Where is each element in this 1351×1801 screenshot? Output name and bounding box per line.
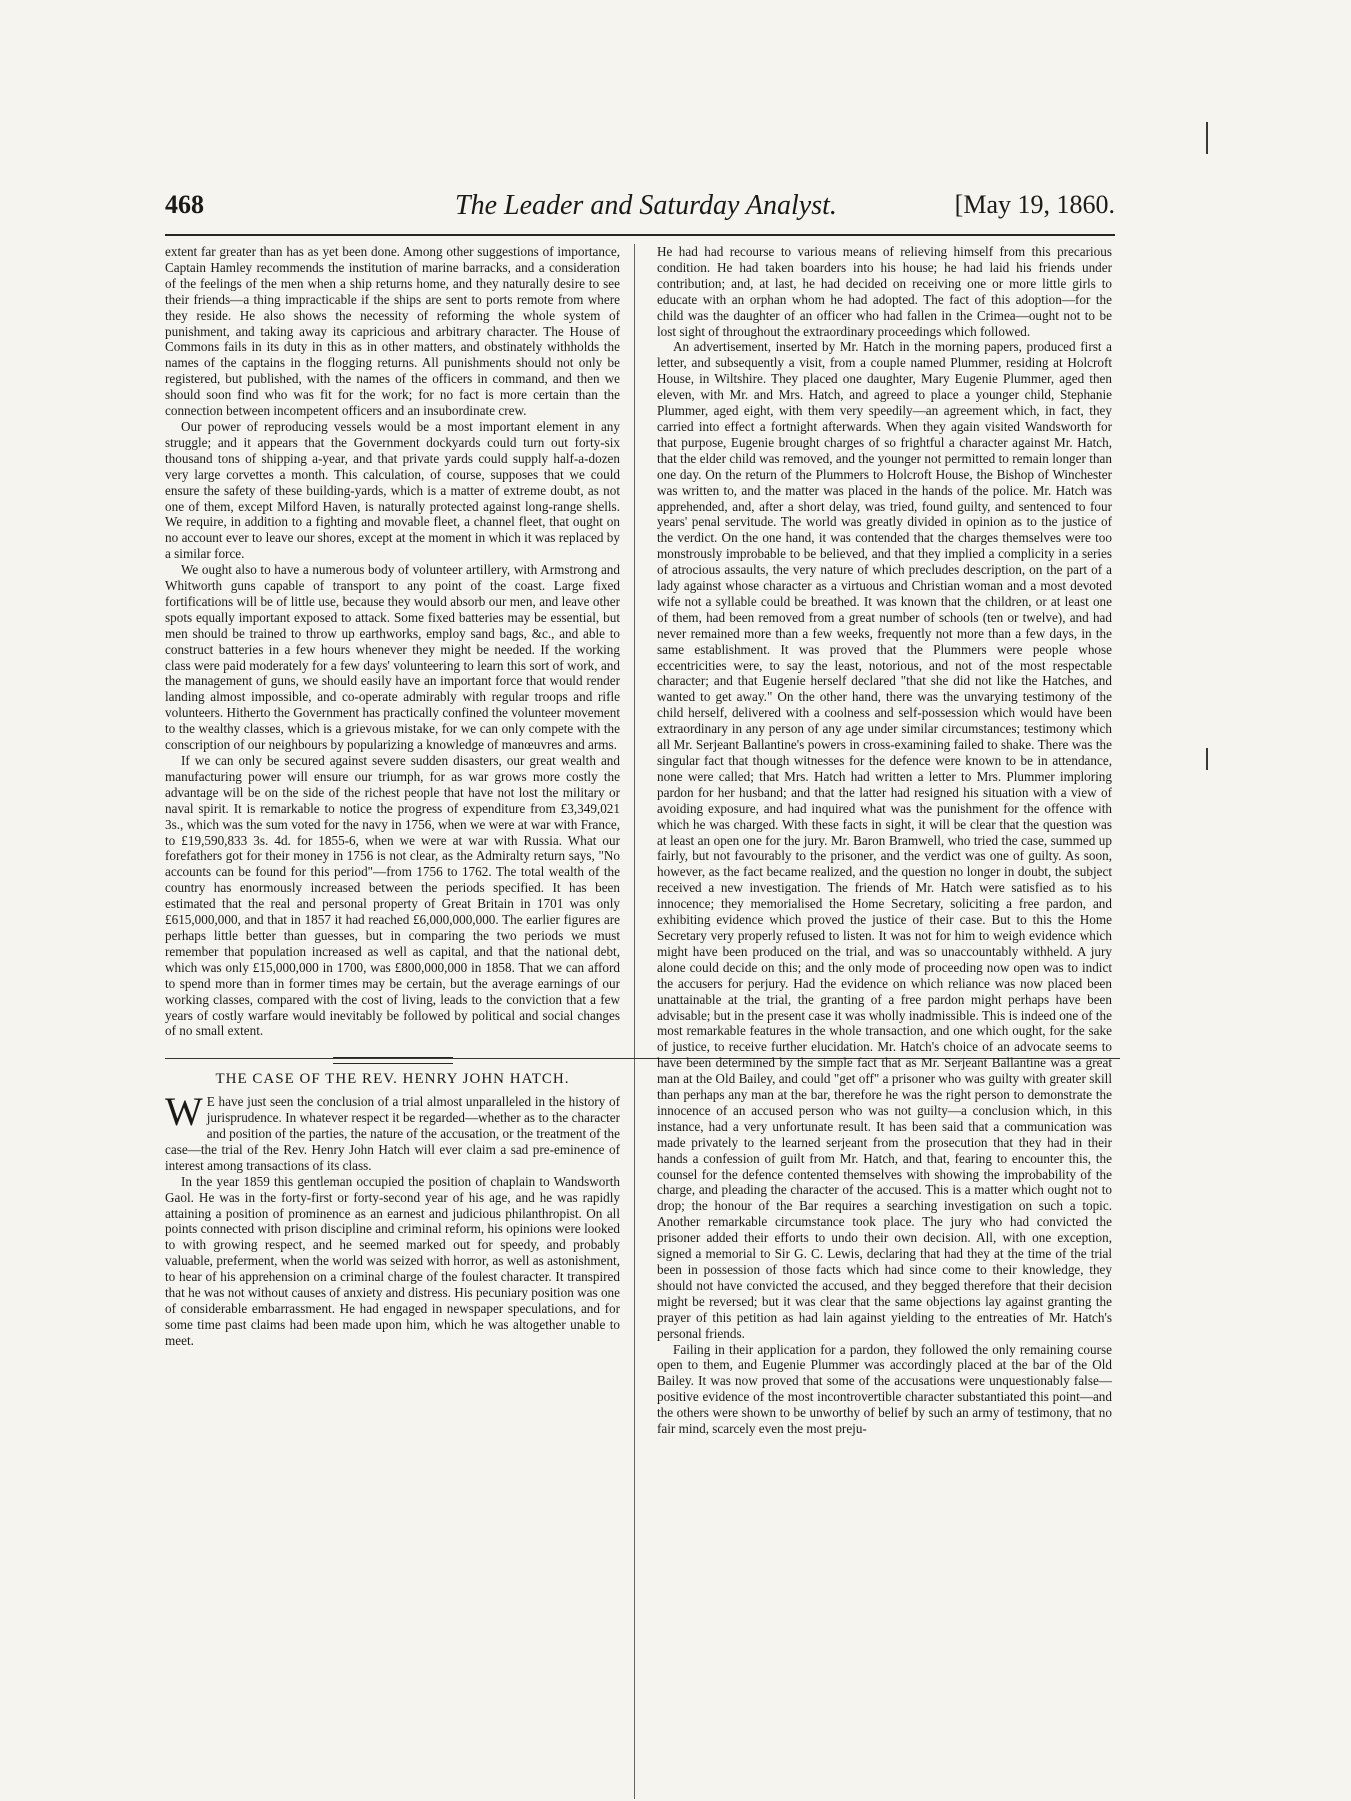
- right-paragraph-1: He had had recourse to various means of relieving himself from this precarious condition. He had taken boarders into his house; he had laid his friends under contribution; and, at last, he had decided on receiving one or more little girls to educate with an orphan whom he had adopted. The fact of this adoption—for the child was the daughter of an officer who had fallen in the Crimea—ought not to be lost sight of throughout the extraordinary proceedings which followed.: [657, 244, 1112, 339]
- left-paragraph-4: If we can only be secured against severe sudden disasters, our great wealth and manufacturing power will ensure our triumph, for as war grows more costly the advantage will be on the side of the richest people that have not lost the military or naval spirit. It is remarkable to notice the progress of expenditure from £3,349,021 3s., which was the sum voted for the navy in 1756, when we were at war with France, to £19,590,833 3s. 4d. for 1855-6, when we were at war with Russia. What our forefathers got for their money in 1756 is not clear, as the Admiralty return says, "No accounts can be found for this period"—from 1756 to 1762. The total wealth of the country has enormously increased between the periods specified. It has been estimated that the real and personal property of Great Britain in 1701 was only £615,000,000, and that in 1857 it had reached £6,000,000,000. The earlier figures are perhaps little better than guesses, but in comparing the two periods we must remember that population increased as well as capital, and that the national debt, which was only £15,000,000 in 1700, was £800,000,000 in 1858. That we can afford to spend more than in former times may be certain, but the average earnings of our working classes, compared with the cost of living, leads to the conviction that a few years of costly warfare would inevitably be followed by political and social changes of no small extent.: [165, 753, 620, 1039]
- left-paragraph-1: extent far greater than has as yet been done. Among other suggestions of importance, Captain Hamley recommends the institution of marine barracks, and a consideration of the feelings of the men when a ship returns home, and they naturally desire to see their friends—a thing impracticable if the ships are sent to ports remote from where they reside. He also shows the necessity of reforming the whole system of punishment, and taking away its capricious and arbitrary character. The House of Commons fails in its duty in this as in other matters, and obstinately withholds the names of the captains in the flogging returns. All punishments should not only be registered, but published, with the names of the officers in command, and then we should soon find who was fit for the work; for no fact is more certain than the connection between incompetent officers and an insubordinate crew.: [165, 244, 620, 419]
- left-column: [165, 244, 620, 1349]
- page-header: [165, 190, 1115, 230]
- margin-mark-middle: [1206, 748, 1208, 770]
- article-opening-paragraph: [165, 1089, 620, 1174]
- issue-date: [May 19, 1860.: [954, 190, 1115, 219]
- left-paragraph-2: Our power of reproducing vessels would be a most important element in any struggle; and it appears that the Government dockyards could turn out forty-six thousand tons of shipping a-year, and that private yards could supply half-a-dozen very large corvettes a month. This calculation, of course, supposes that we could ensure the safety of these building-yards, which is a matter of extreme doubt, as not one of them, except Milford Haven, is naturally protected against long-range shells. We require, in addition to a fighting and movable fleet, a channel fleet, that ought on no account ever to leave our shores, except at the moment in which it was replaced by a similar force.: [165, 418, 620, 562]
- drop-cap: W: [165, 1089, 203, 1135]
- right-paragraph-2: An advertisement, inserted by Mr. Hatch in the morning papers, produced first a letter, and subsequently a visit, from a couple named Plummer, residing at Holcroft House, in Wiltshire. They placed one daughter, Mary Eugenie Plummer, aged then eleven, with Mr. and Mrs. Hatch, and agreed to place a younger child, Stephanie Plummer, aged eight, with them very speedily—an agreement which, in fact, they carried into effect a fortnight afterwards. When they again visited Wandsworth for that purpose, Eugenie brought charges of so frightful a character against Mr. Hatch, that the elder child was removed, and the younger not permitted to remain longer than one day. On the return of the Plummers to Holcroft House, the Bishop of Winchester was written to, and the matter was placed in the hands of the police. Mr. Hatch was apprehended, and, after a short delay, was tried, found guilty, and sentenced to four years' penal servitude. The world was greatly divided in opinion as to the justice of the verdict. On the one hand, it was contended that the charges themselves were too monstrously improbable to be believed, and that they implied a complicity in a series of atrocious assaults, the very nature of which precludes description, on the part of a lady against whose character as a virtuous and Christian woman and a most devoted wife not a syllable could be breathed. It was known that the children, or at least one of them, had been removed from a great number of schools (ten or twelve), and had never remained more than a few weeks, frequently not more than a few days, in the same establishment. It was proved that the Plummers were people whose eccentricities were, to say the least, notorious, and not of the most respectable character; and that Eugenie herself declared "that she did not like the Hatches, and wanted to get away." On the other hand, there was the unvarying testimony of the child herself, delivered with a coolness and self-possession which would have been extraordinary in any person of any age under similar circumstances; testimony which all Mr. Serjeant Ballantine's powers in cross-examining failed to shake. There was the singular fact that though witnesses for the defence were known to be in attendance, none were called; that Mrs. Hatch had written a letter to Mrs. Plummer imploring pardon for her husband; and that the latter had resigned his situation with a view of avoiding exposure, and had inquired what was the punishment for the offence with which he was charged. With these facts in sight, it will be clear that the question was at least an open one for the jury. Mr. Baron Bramwell, who tried the case, summed up fairly, but not favourably to the prisoner, and the verdict was one of guilty. As soon, however, as the fact became realized, and the question no longer in doubt, the subject received a new investigation. The friends of Mr. Hatch were satisfied as to his innocence; they memorialised the Home Secretary, soliciting a free pardon, and exhibiting evidence which proved the justice of their case. But to this the Home Secretary very properly refused to listen. It was not for him to weigh evidence which might have been produced on the trial, and was so unaccountably withheld. A jury alone could decide on this; and the only mode of proceeding now open was to indict the accusers for perjury. Had the evidence on which reliance was now placed been unattainable at the trial, the granting of a free pardon might perhaps have been advisable; but in the present case it was wholly inadmissible. This is indeed one of the most remarkable features in the whole transaction, and one which ought, for the sake of justice, to receive further elucidation. Mr. Hatch's choice of an advocate seems to have been determined by the simple fact that as Mr. Serjeant Ballantine was a great man at the Old Bailey, and could "get off" a prisoner who was guilty with greater skill than perhaps any man at the bar, therefore he was the right person to demonstrate the innocence of an accused person who was not guilty—a conclusion which, in this instance, had a very unfortunate result. It has been said that a communication was made privately to the learned serjeant from the prosecution that they had in their hands a confession of guilt from Mr. Hatch, and that, fearing to encounter this, the counsel for the defence contented themselves with showing the improbability of the charge, and pleading the character of the accused. This is a matter which ought not to drop; the honour of the Bar requires a searching investigation on such a topic. Another remarkable circumstance took place. The jury who had convicted the prisoner added their efforts to undo their own decision. All, with one exception, signed a memorial to Sir G. C. Lewis, declaring that had they at the time of the trial been in possession of those facts which had since come to their knowledge, they should not have convicted the accused, and they begged therefore that their decision might be reversed; but it was clear that the same objections lay against granting the prayer of this petition as had lain against yielding to the entreaties of Mr. Hatch's personal friends.: [657, 339, 1112, 1341]
- column-divider: [634, 244, 635, 1799]
- publication-title: The Leader and Saturday Analyst.: [455, 190, 837, 221]
- right-column: [657, 244, 1112, 1437]
- page-number: 468: [165, 190, 204, 219]
- right-paragraph-3: Failing in their application for a pardon, they followed the only remaining course open to them, and Eugenie Plummer was accordingly placed at the bar of the Old Bailey. It was now proved that some of the accusations were unquestionably false—positive evidence of the most incontrovertible character substantiated this point—and the others were shown to be unworthy of belief by such an army of testimony, that no fair mind, scarcely even the most preju-: [657, 1341, 1112, 1437]
- opening-text: E have just seen the conclusion of a trial almost unparalleled in the history of jurisprudence. In whatever respect it be regarded—whether as to the character and position of the parties, the nature of the accusation, or the treatment of the case—the trial of the Rev. Henry John Hatch will ever claim a sad pre-eminence of interest among transactions of its class.: [165, 1094, 620, 1173]
- article-heading: THE CASE OF THE REV. HENRY JOHN HATCH.: [215, 1071, 570, 1088]
- margin-mark-top: [1206, 122, 1208, 154]
- left-paragraph-6: In the year 1859 this gentleman occupied the position of chaplain to Wandsworth Gaol. He was in the forty-first or forty-second year of his age, and he was rapidly attaining a position of prominence as an earnest and judicious philanthropist. On all points connected with prison discipline and criminal reform, his opinions were looked to with growing respect, and he seemed marked out for speedy, and probably valuable, preferment, when the world was seized with horror, as well as astonishment, to hear of his apprehension on a criminal charge of the foulest character. It transpired that he was not without causes of anxiety and distress. His pecuniary position was one of considerable embarrassment. He had engaged in newspaper speculations, and for some time past claims had been made upon him, which he was altogether unable to meet.: [165, 1173, 620, 1348]
- header-rule: [165, 234, 1115, 236]
- left-paragraph-3: We ought also to have a numerous body of volunteer artillery, with Armstrong and Whitworth guns capable of transport to any point of the coast. Large fixed fortifications will be of little use, because they would absorb our men, and leave other spots equally important exposed to attack. Some fixed batteries may be essential, but men should be trained to throw up earthworks, employ sand bags, &c., and able to construct batteries in a few hours whenever they might be needed. If the working class were paid moderately for a few days' volunteering to learn this sort of work, and the management of guns, we should easily have an important force that would render landing almost impossible, and co-operate admirably with regular troops and rifle volunteers. Hitherto the Government has practically confined the volunteer movement to the wealthy classes, which is a grievous mistake, for we can only compete with the conscription of our neighbours by popularizing a knowledge of manœuvres and arms.: [165, 562, 620, 753]
